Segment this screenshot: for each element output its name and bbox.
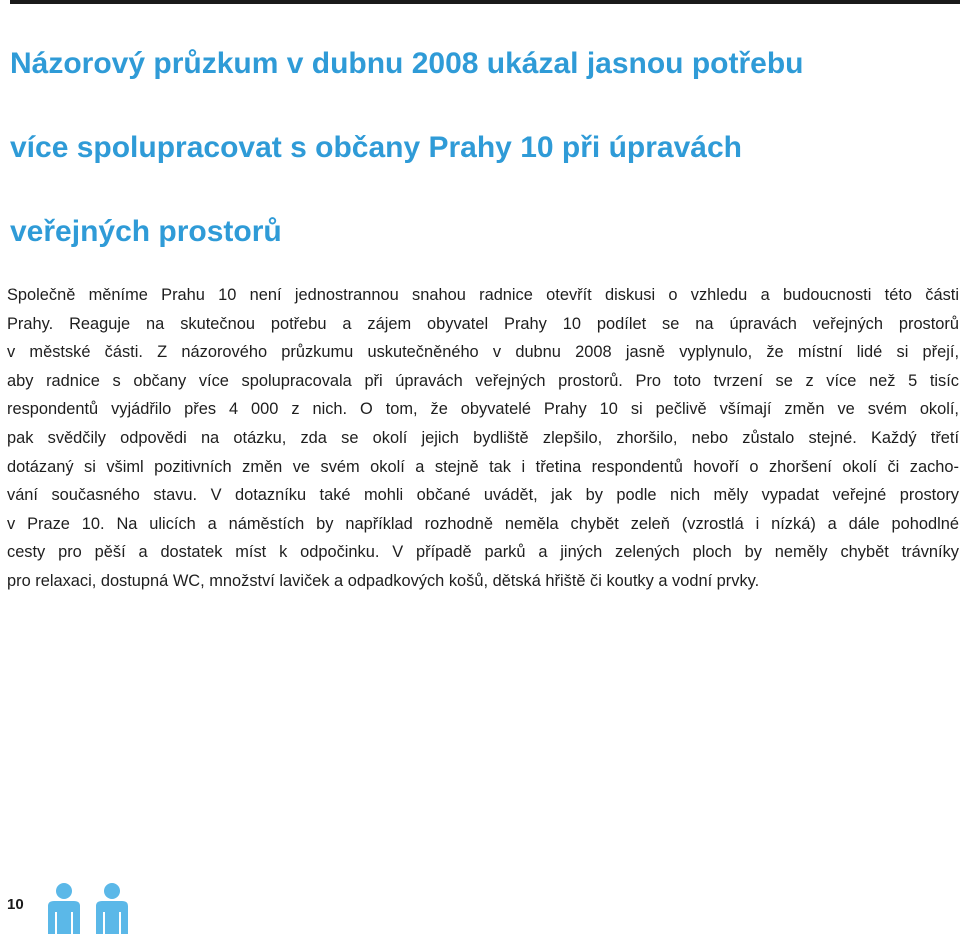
page-number: 10	[7, 896, 24, 913]
body-line-2: Prahy. Reaguje na skutečnou potřebu a zájem obyvatel Prahy 10 podílet se na úpravách veřejných prostorů	[7, 314, 959, 333]
body-line-9: v Praze 10. Na ulicích a náměstích by například rozhodně neměla chybět zeleň (vzrostlá i nízká) a dále pohodlné	[7, 514, 959, 533]
page-footer	[0, 870, 960, 933]
body-line-1: Společně měníme Prahu 10 není jednostrannou snahou radnice otevřít diskusi o vzhledu a budoucnosti této části	[7, 286, 959, 304]
person-icon	[44, 882, 84, 934]
person-icon	[92, 882, 132, 934]
body-line-4: aby radnice s občany více spolupracovala při úpravách veřejných prostorů. Pro toto tvrzení se z více než 5 tisíc	[7, 371, 959, 390]
body-line-8: vání současného stavu. V dotazníku také mohli občané uvádět, jak by podle nich měly vypadat veřejné prostory	[7, 486, 959, 505]
top-rule	[10, 0, 960, 4]
title-line-3: veřejných prostorů	[10, 215, 282, 248]
body-line-5: respondentů vyjádřilo přes 4 000 z nich. O tom, že obyvatelé Prahy 10 si pečlivě všímají změn ve svém okolí,	[7, 400, 959, 419]
title-line-1: Názorový průzkum v dubnu 2008 ukázal jasnou potřebu	[10, 47, 804, 80]
body-line-10: cesty pro pěší a dostatek míst k odpočinku. V případě parků a jiných zelených ploch by neměly chybět trávníky	[7, 543, 959, 562]
body-line-3: v městské části. Z názorového průzkumu uskutečněného v dubnu 2008 jasně vyplynulo, že místní lidé si přejí,	[7, 343, 959, 362]
body-paragraph	[7, 281, 959, 596]
page-title	[10, 22, 950, 274]
body-line-6: pak svědčily odpovědi na otázku, zda se okolí jejich bydliště zlepšilo, zhoršilo, nebo zůstalo stejné. Každý třetí	[7, 428, 959, 447]
title-line-2: více spolupracovat s občany Prahy 10 při úpravách	[10, 131, 742, 164]
body-line-11: pro relaxaci, dostupná WC, množství laviček a odpadkových košů, dětská hřiště či koutky a vodní prvky.	[7, 571, 760, 590]
body-line-7: dotázaný si všiml pozitivních změn ve svém okolí a stejně tak i třetina respondentů hovoří o zhoršení okolí či zacho-	[7, 457, 959, 476]
